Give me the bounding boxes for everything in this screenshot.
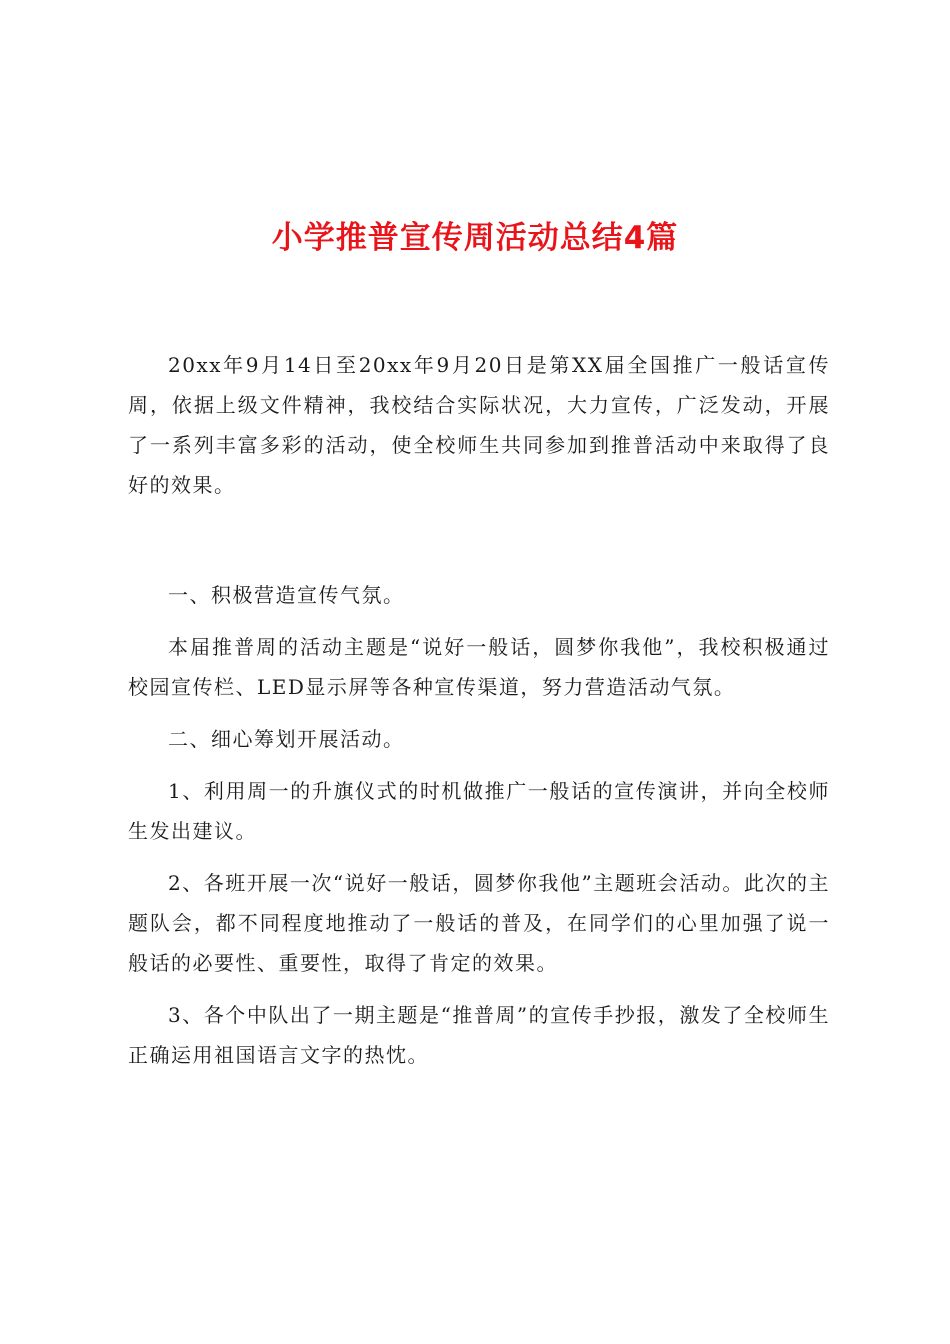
document-body (128, 345, 830, 1087)
section-heading-1: 一、积极营造宣传气氛。 (168, 583, 405, 607)
document-title: 小学推普宣传周活动总结4篇 (271, 220, 679, 256)
paragraph-gap (128, 517, 830, 575)
paragraph-intro: 20xx年9月14日至20xx年9月20日是第XX届全国推广一般话宣传周，依据上级文件精神，我校结合实际状况，大力宣传，广泛发动，开展了一系列丰富多彩的活动，使全校师生共同参加到推普活动中来取得了良好的效果。 (128, 353, 830, 497)
paragraph-item-3: 3、各个中队出了一期主题是“推普周”的宣传手抄报，激发了全校师生正确运用祖国语言文字的热忱。 (128, 1003, 830, 1067)
paragraph-section-1: 本届推普周的活动主题是“说好一般话，圆梦你我他”，我校积极通过校园宣传栏、LED显示屏等各种宣传渠道，努力营造活动气氛。 (128, 635, 830, 699)
section-heading-2: 二、细心筹划开展活动。 (168, 727, 405, 751)
paragraph-item-1: 1、利用周一的升旗仪式的时机做推广一般话的宣传演讲，并向全校师生发出建议。 (128, 779, 830, 843)
paragraph-item-2: 2、各班开展一次“说好一般话，圆梦你我他”主题班会活动。此次的主题队会，都不同程度地推动了一般话的普及，在同学们的心里加强了说一般话的必要性、重要性，取得了肯定的效果。 (128, 871, 830, 975)
